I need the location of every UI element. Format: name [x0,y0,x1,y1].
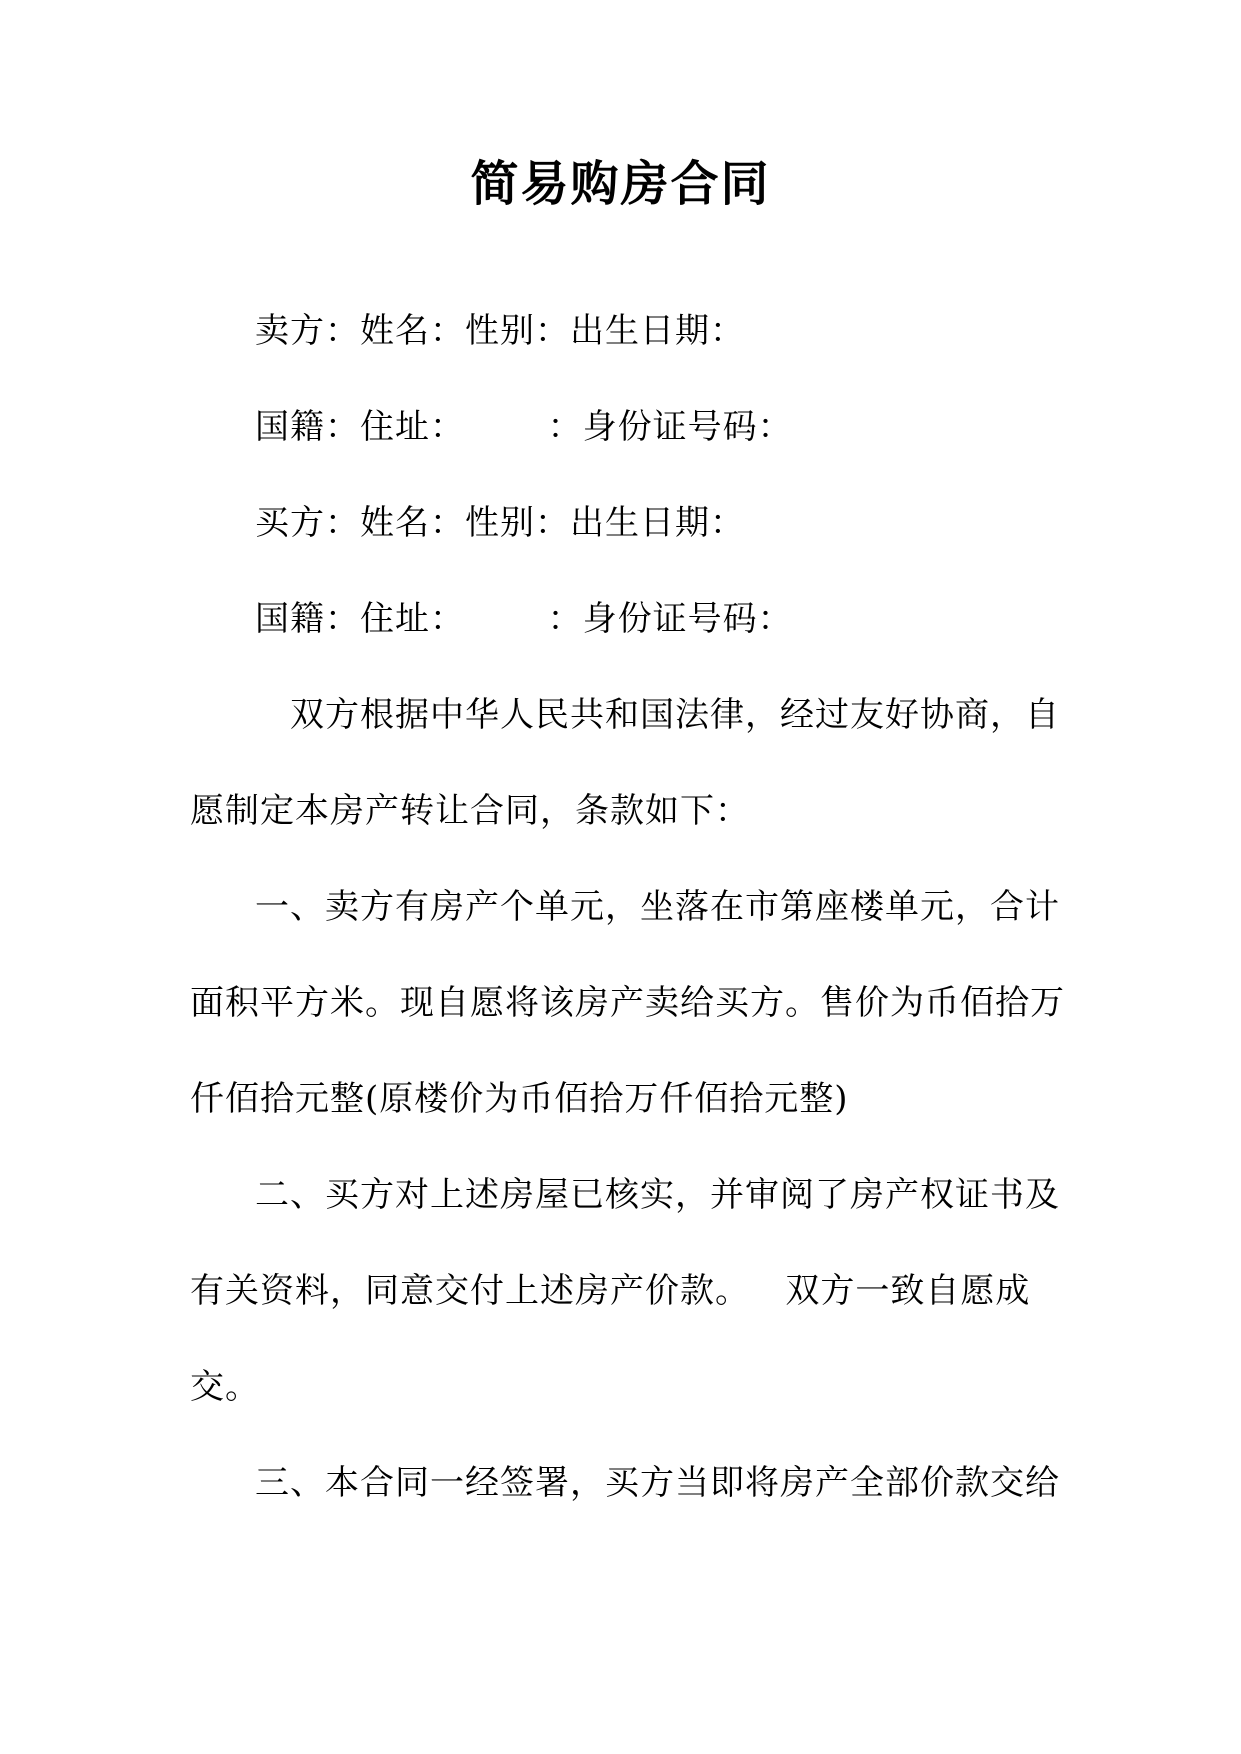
preamble-line-1: 双方根据中华人民共和国法律，经过友好协商，自 [290,695,1060,735]
clause-2-line-2: 有关资料，同意交付上述房产价款。 双方一致自愿成 [190,1271,1031,1311]
clause-2-line-3: 交。 [190,1367,260,1407]
document-title: 简易购房合同 [470,156,771,212]
buyer-info-line: 买方：姓名：性别：出生日期： [255,503,745,543]
clause-3-line-1: 三、本合同一经签署，买方当即将房产全部价款交给 [255,1463,1060,1503]
clause-2-line-1: 二、买方对上述房屋已核实，并审阅了房产权证书及 [255,1175,1060,1215]
clause-1-line-2: 面积平方米。现自愿将该房产卖给买方。售价为币佰拾万 [190,983,1065,1023]
buyer-address-line: 国籍：住址： ：身份证号码： [255,599,793,639]
seller-info-line: 卖方：姓名：性别：出生日期： [255,311,745,351]
preamble-line-2: 愿制定本房产转让合同，条款如下： [190,791,750,831]
seller-address-line: 国籍：住址： ：身份证号码： [255,407,793,447]
clause-1-line-3: 仟佰拾元整(原楼价为币佰拾万仟佰拾元整) [190,1079,849,1119]
clause-1-line-1: 一、卖方有房产个单元，坐落在市第座楼单元，合计 [255,887,1060,927]
